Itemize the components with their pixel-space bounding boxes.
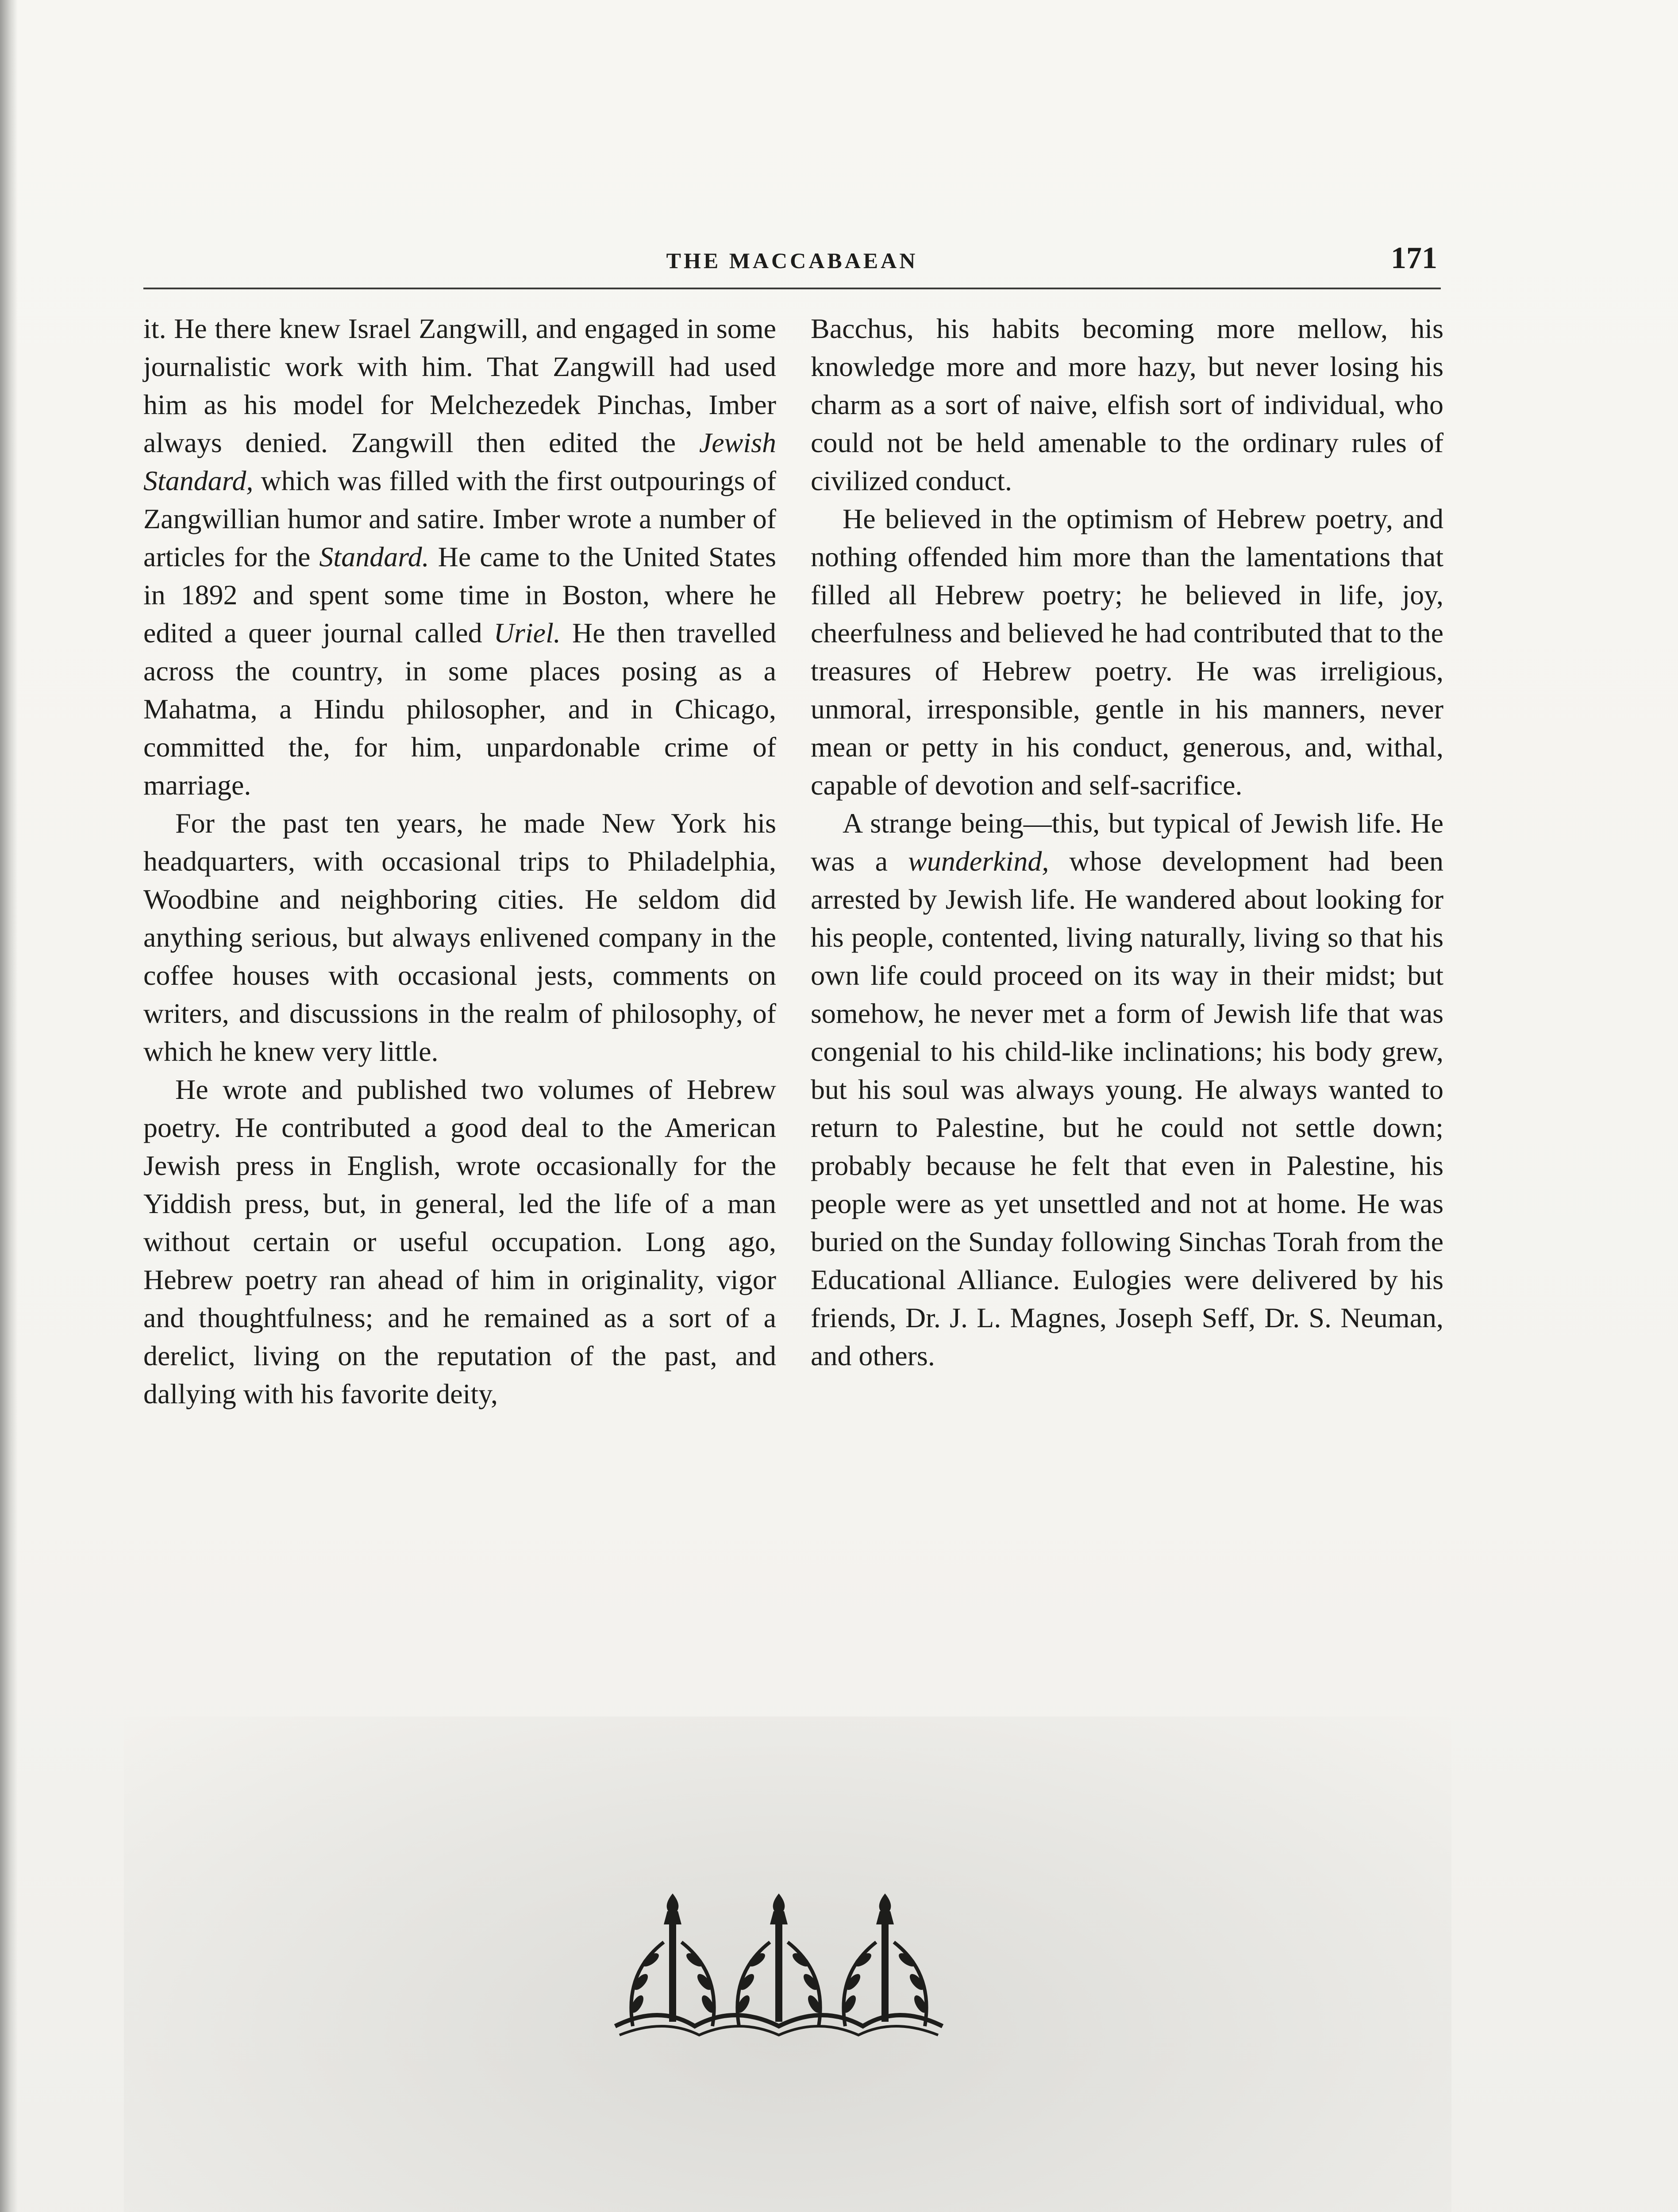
italic-title: Jewish Standard, [143,427,776,496]
text-run: which was filled with the first outpourings of Zangwillian humor and satire. Imber wrote a number of articles for the [143,465,776,572]
text-run: it. He there knew Israel Zangwill, and engaged in some journalistic work with him. That Zangwill had used him as his model for Melchezedek Pinchas, Imber always denied. Zangwill then edited the [143,313,776,458]
text-run: A strange being—this, but typical of Jewish life. He was a [811,807,1443,877]
right-paragraph-3 [811,804,1443,1375]
italic-title: Standard. [319,541,429,572]
right-column [811,310,1443,1375]
page-edge-shadow [0,0,18,2212]
journal-title: THE MACCABAEAN [666,248,918,273]
right-paragraph-1: Bacchus, his habits becoming more mellow, his knowledge more and more hazy, but never losing his charm as a sort of naive, elfish sort of individual, who could not be held amenable to the ordinary rules of civilized conduct. [811,313,1443,496]
left-paragraph-2: For the past ten years, he made New York his headquarters, with occasional trips to Philadelphia, Woodbine and neighboring cities. He seldom did anything serious, but always enlivened company in the coffee houses with occasional jests, comments on writers, and discussions in the realm of philosophy, of which he knew very little. [143,807,776,1067]
torch-wreath-ornament-icon [606,1893,951,2044]
italic-title: Uriel. [493,617,561,649]
left-column [143,310,776,1413]
text-run: He then travelled across the country, in some places posing as a Mahatma, a Hindu philosopher, and in Chicago, committed the, for him, unpardonable crime of marriage. [143,617,776,801]
right-paragraph-2: He believed in the optimism of Hebrew poetry, and nothing offended him more than the lamentations that filled all Hebrew poetry; he believed in life, joy, cheerfulness and believed he had contributed that to the treasures of Hebrew poetry. He was irreligious, unmoral, irresponsible, gentle in his manners, never mean or petty in his conduct, generous, and, withal, capable of devotion and self-sacrifice. [811,503,1443,801]
left-paragraph-1 [143,310,776,804]
text-run: whose development had been arrested by Jewish life. He wandered about looking for his people, contented, living naturally, living so that his own life could proceed on its way in their midst; but somehow, he never met a form of Jewish life that was congenial to his child-like inclinations; his body grew, but his soul was always young. He always wanted to return to Palestine, but he could not settle down; probably because he felt that even in Palestine, his people were as yet unsettled and not at home. He was buried on the Sunday following Sinchas Torah from the Educational Alliance. Eulogies were delivered by his friends, Dr. J. L. Magnes, Joseph Seff, Dr. S. Neuman, and others. [811,845,1443,1371]
running-head [143,239,1441,289]
left-paragraph-3: He wrote and published two volumes of Hebrew poetry. He contributed a good deal to the American Jewish press in English, wrote occasionally for the Yiddish press, but, in general, led the life of a man without certain or useful occupation. Long ago, Hebrew poetry ran ahead of him in originality, vigor and thoughtfulness; and he remained as a sort of a derelict, living on the reputation of the past, and dallying with his favorite deity, [143,1074,776,1409]
page-number: 171 [1391,241,1437,275]
italic-word: wunderkind, [908,845,1049,877]
text-run: He came to the United States in 1892 and spent some time in Boston, where he edited a queer journal called [143,541,776,649]
